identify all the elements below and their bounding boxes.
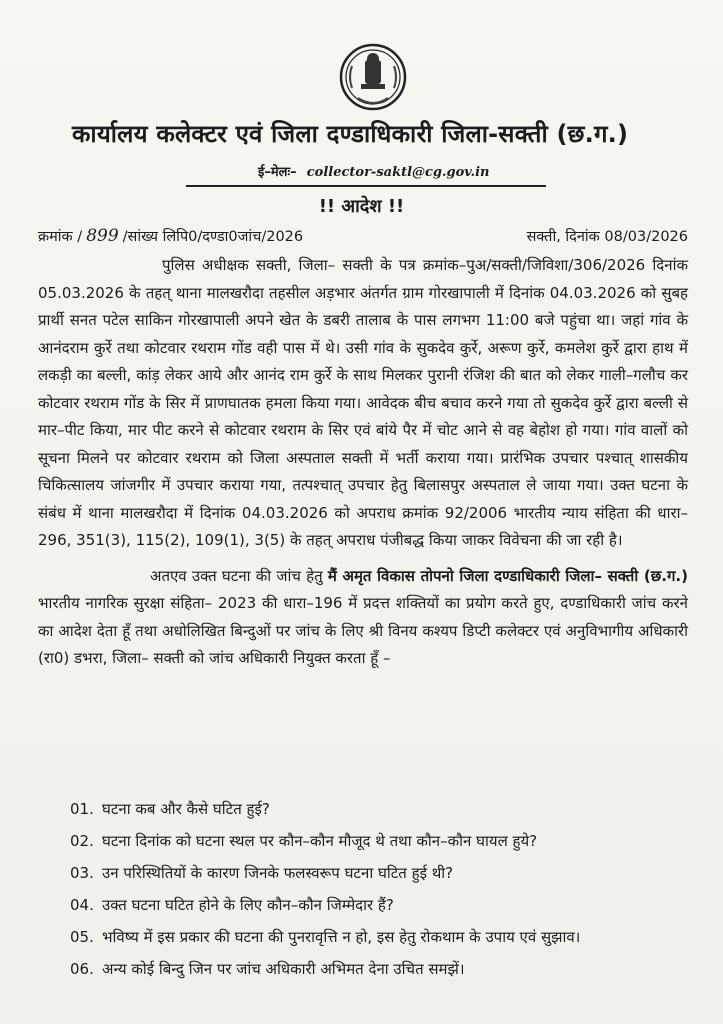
reference-suffix: /सांख्य लिपि0/दण्डा0जांच/2026: [122, 229, 304, 245]
reference-prefix: क्रमांक /: [38, 229, 83, 245]
email-address: collector-saktl@cg.gov.in: [306, 165, 490, 180]
inquiry-point: [70, 861, 690, 886]
point-number: 04.: [70, 896, 94, 914]
point-text: उक्त घटना घटित होने के लिए कौन–कौन जिम्मेदार हैं?: [102, 896, 394, 914]
paragraph-2-start: अतएव उक्त घटना की जांच हेतु: [150, 566, 323, 585]
inquiry-points: [70, 797, 690, 989]
inquiry-point: [70, 829, 690, 854]
email-label: ई–मेलः–: [258, 165, 297, 180]
inquiry-point: [70, 957, 690, 982]
inquiry-point: [70, 925, 690, 950]
paragraph-2-end: भारतीय नागरिक सुरक्षा संहिता– 2023 की धारा–196 में प्रदत्त शक्तियों का प्रयोग करते हुए, दण्डाधिकारी जांच करने का आदेश देता हूँ तथा अधोलिखित बिन्दुओं पर जांच के लिए श्री विनय कश्यप डिप्टी कलेक्टर एवं अनुविभागीय अधिकारी (रा0) डभरा, जिला– सक्ती को जांच अधिकारी नियुक्त करता हूँ –: [38, 594, 688, 667]
reference-number: 899: [86, 226, 119, 246]
point-number: 05.: [70, 928, 94, 946]
email-line: [258, 162, 489, 180]
place-date: सक्ती, दिनांक 08/03/2026: [526, 229, 688, 245]
magistrate-name: मैं अमृत विकास तोपनो जिला दण्डाधिकारी जिला– सक्ती (छ.ग.): [327, 566, 688, 585]
reference-line: [38, 226, 688, 246]
order-body: [38, 252, 688, 673]
point-text: घटना दिनांक को घटना स्थल पर कौन–कौन मौजूद थे तथा कौन–कौन घायल हुये?: [102, 832, 538, 850]
office-title: कार्यालय कलेक्टर एवं जिला दण्डाधिकारी जिला-सक्ती (छ.ग.): [72, 120, 629, 148]
state-emblem-icon: [338, 42, 408, 116]
header-divider: [186, 185, 546, 187]
order-title: !! आदेश !!: [318, 196, 405, 217]
point-text: उन परिस्थितियों के कारण जिनके फलस्वरूप घटना घटित हुई थी?: [102, 864, 454, 882]
point-number: 03.: [70, 864, 94, 882]
inquiry-point: [70, 797, 690, 822]
point-number: 01.: [70, 800, 94, 818]
inquiry-point: [70, 893, 690, 918]
point-text: घटना कब और कैसे घटित हुई?: [102, 800, 270, 818]
paragraph-2: [38, 563, 688, 673]
point-number: 06.: [70, 960, 94, 978]
paragraph-1: पुलिस अधीक्षक सक्ती, जिला– सक्ती के पत्र क्रमांक–पुअ/सक्ती/जिविशा/306/2026 दिनांक 05.03.2026 के तहत् थाना मालखरौदा तहसील अड़भार अंतर्गत ग्राम गोरखापाली में दिनांक 04.03.2026 को सुबह प्रार्थी सनत पटेल साकिन गोरखापाली अपने खेत के डबरी तालाब के पास लगभग 11:00 बजे पहुंचा था। जहां गांव के आनंदराम कुर्रे तथा कोटवार रथराम गोंड वही पास में थे। उसी गांव के सुकदेव कुर्रे, अरूण कुर्रे, कमलेश कुर्रे द्वारा हाथ में लकड़ी का बल्ली, कांड़ लेकर आये और आनंद राम कुर्रे के साथ मिलकर पुरानी रंजिश की बात को लेकर गाली–गलौच कर कोटवार रथराम गोंड के सिर में प्राणघातक हमला किया गया। आवेदक बीच बचाव करने गया तो सुकदेव कुर्रे द्वारा बल्ली से मार–पीट किया, मार पीट करने से कोटवार रथराम के सिर एवं बांये पैर में चोट आने से वह बेहोश हो गया। गांव वालों को सूचना मिलने पर कोटवार रथराम को जिला अस्पताल सक्ती में भर्ती कराया गया। प्रारंभिक उपचार पश्चात् शासकीय चिकित्सालय जांजगीर में उपचार कराया गया, तत्पश्चात् उपचार हेतु बिलासपुर अस्पताल ले जाया गया। उक्त घटना के संबंध में थाना मालखरौदा में दिनांक 04.03.2026 को अपराध क्रमांक 92/2006 भारतीय न्याय संहिता की धारा–296, 351(3), 115(2), 109(1), 3(5) के तहत् अपराध पंजीबद्ध किया जाकर विवेचना की जा रही है।: [38, 256, 688, 549]
point-text: भविष्य में इस प्रकार की घटना की पुनरावृत्ति न हो, इस हेतु रोकथाम के उपाय एवं सुझाव।: [102, 928, 581, 946]
point-text: अन्य कोई बिन्दु जिन पर जांच अधिकारी अभिमत देना उचित समझें।: [102, 960, 465, 978]
point-number: 02.: [70, 832, 94, 850]
